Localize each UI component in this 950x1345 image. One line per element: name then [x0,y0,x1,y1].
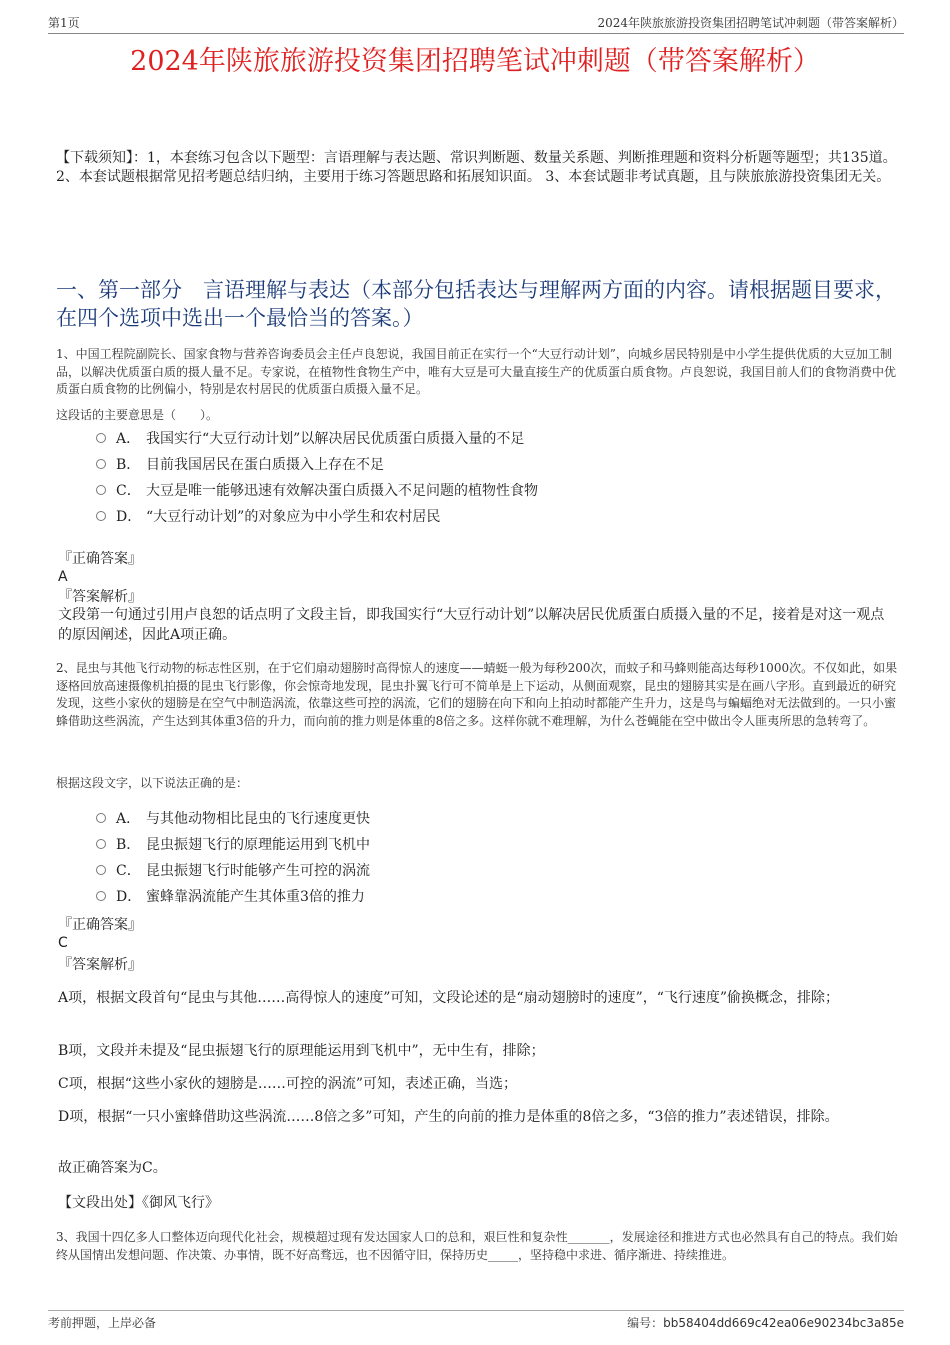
question-1-option-a[interactable] [96,429,524,449]
option-text: 蜜蜂靠涡流能产生其体重3倍的推力 [146,889,365,905]
header-doc-title: 2024年陕旅旅游投资集团招聘笔试冲刺题（带答案解析） [597,16,904,30]
question-2-option-a[interactable] [96,809,370,829]
download-notice: 【下载须知】：1，本套练习包含以下题型：言语理解与表达题、常识判断题、数量关系题、判断推理题和资料分析题等题型；共135道。 2、本套试题根据常见招考题总结归纳，主要用于练习答题思路和拓展知识面。 3、本套试题非考试真题，且与陕旅旅游投资集团无关。 [56,150,897,185]
radio-icon[interactable] [96,839,106,849]
option-text: 我国实行“大豆行动计划”以解决居民优质蛋白质摄入量的不足 [146,431,525,447]
question-2-option-b[interactable] [96,835,370,855]
option-text: 与其他动物相比昆虫的飞行速度更快 [146,811,370,827]
question-2-analysis-d: D项，根据“一只小蜜蜂借助这些涡流……8倍之多”可知，产生的向前的推力是体重的8倍之多，“3倍的推力”表述错误，排除。 [58,1109,839,1125]
radio-icon[interactable] [96,459,106,469]
question-2-option-c[interactable] [96,861,370,881]
option-text: 目前我国居民在蛋白质摄入上存在不足 [146,457,384,473]
option-text: 大豆是唯一能够迅速有效解决蛋白质摄入不足问题的植物性食物 [146,483,538,499]
question-2-analysis-c: C项，根据“这些小家伙的翅膀是……可控的涡流”可知，表述正确，当选； [58,1076,518,1092]
question-1-stem: 1、中国工程院副院长、国家食物与营养咨询委员会主任卢良恕说，我国目前正在实行一个“大豆行动计划”，向城乡居民特别是中小学生提供优质的大豆加工制品，以解决优质蛋白质的摄人量不足。专家说，在植物性食物生产中，唯有大豆是可大量直接生产的优质蛋白质食物。卢良恕说，我国目前人们的食物消费中优质蛋白质食物的比例偏小，特别是农村居民的优质蛋白质摄入量不足。 [56,347,897,396]
question-2-analysis-b: B项，文段并未提及“昆虫振翅飞行的原理能运用到飞机中”，无中生有，排除； [58,1043,545,1059]
question-2-stem: 2、昆虫与其他飞行动物的标志性区别，在于它们扇动翅膀时高得惊人的速度——蜻蜓一般为每秒200次，而蚊子和马蜂则能高达每秒1000次。不仅如此，如果逐格回放高速摄像机拍摄的昆虫飞行影像，你会惊奇地发现，昆虫扑翼飞行可不简单是上下运动，从侧面观察，昆虫的翅膀其实是在画八字形。直到最近的研究发现，这些小家伙的翅膀是在空气中制造涡流，依靠这些可控的涡流，它们的翅膀在向下和向上拍动时都能产生升力，这是鸟与蝙蝠绝对无法做到的。一只小蜜蜂借助这些涡流，产生达到其体重3倍的升力，而向前的推力则是体重的8倍之多。这样你就不难理解，为什么苍蝇能在空中做出令人匪夷所思的急转弯了。 [56,661,898,728]
option-text: “大豆行动计划”的对象应为中小学生和农村居民 [146,509,441,525]
radio-icon[interactable] [96,891,106,901]
question-2-analysis-a: A项，根据文段首句“昆虫与其他……高得惊人的速度”可知，文段论述的是“扇动翅膀时的速度”，“飞行速度”偷换概念，排除； [58,990,840,1006]
radio-icon[interactable] [96,433,106,443]
option-key: C． [116,863,141,879]
radio-icon[interactable] [96,485,106,495]
option-key: B． [116,837,141,853]
option-key: B． [116,457,141,473]
footer-slogan: 考前押题，上岸必备 [48,1316,157,1330]
question-2-source: 【文段出处】《御风飞行》 [58,1195,219,1211]
question-2-conclusion: 故正确答案为C。 [58,1160,167,1176]
option-key: A． [116,431,141,447]
option-key: D． [116,889,142,905]
page-number: 第1页 [48,16,80,30]
question-1-answer-label: 『正确答案』 [58,551,142,567]
question-2-answer-label: 『正确答案』 [58,917,142,933]
question-2-answer: C [58,935,68,951]
question-2-ask: 根据这段文字，以下说法正确的是： [56,776,249,790]
footer-divider [48,1310,904,1311]
code-label: 编号： [627,1316,664,1330]
option-key: D． [116,509,142,525]
section-heading: 一、第一部分 言语理解与表达（本部分包括表达与理解两方面的内容。请根据题目要求，在四个选项中选出一个最恰当的答案。） [56,278,896,330]
question-1-analysis-label: 『答案解析』 [58,589,142,605]
header-divider [48,33,904,34]
option-key: A． [116,811,141,827]
radio-icon[interactable] [96,511,106,521]
question-1-analysis: 文段第一句通过引用卢良恕的话点明了文段主旨，即我国实行“大豆行动计划”以解决居民优质蛋白质摄入量的不足，接着是对这一观点的原因阐述，因此A项正确。 [58,607,885,643]
radio-icon[interactable] [96,813,106,823]
question-1-option-c[interactable] [96,481,538,501]
question-1-option-b[interactable] [96,455,384,475]
question-1-option-d[interactable] [96,507,440,527]
document-code [627,1314,904,1331]
option-key: C． [116,483,141,499]
question-1-answer: A [58,569,68,585]
question-2-option-d[interactable] [96,887,365,907]
question-2-analysis-label: 『答案解析』 [58,957,142,973]
option-text: 昆虫振翅飞行时能够产生可控的涡流 [146,863,370,879]
question-1-ask: 这段话的主要意思是（ ）。 [56,408,219,422]
question-3-stem: 3、我国十四亿多人口整体迈向现代化社会，规模超过现有发达国家人口的总和，艰巨性和复杂性_______，发展途径和推进方式也必然具有自己的特点。我们始终从国情出发想问题、作决策、办事情，既不好高骛远，也不因循守旧，保持历史_____，坚持稳中求进、循序渐进、持续推进。 [56,1230,898,1262]
code-value: bb58404dd669c42ea06e90234bc3a85e [663,1316,904,1330]
radio-icon[interactable] [96,865,106,875]
option-text: 昆虫振翅飞行的原理能运用到飞机中 [146,837,370,853]
document-title: 2024年陕旅旅游投资集团招聘笔试冲刺题（带答案解析） [130,46,820,77]
